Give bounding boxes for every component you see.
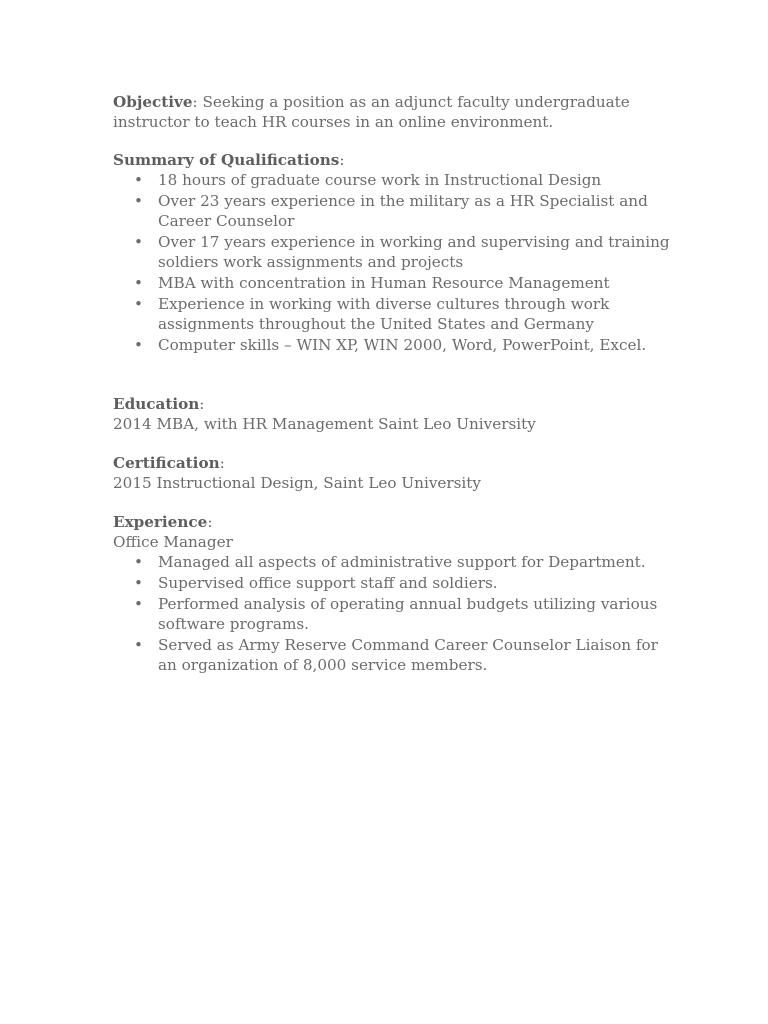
certification-label: Certification — [113, 454, 220, 472]
summary-item: • Over 23 years experience in the military as a HR Specialist and Career Counselor — [158, 191, 673, 231]
objective-label: Objective — [113, 93, 193, 111]
summary-label: Summary of Qualifications — [113, 151, 340, 169]
experience-role: Office Manager — [113, 533, 233, 551]
education-label: Education — [113, 395, 200, 413]
experience-list — [113, 552, 673, 675]
education-colon: : — [199, 395, 205, 413]
experience-item: • Served as Army Reserve Command Career Counselor Liaison for an organization of 8,000 service members. — [158, 635, 673, 675]
summary-item: • MBA with concentration in Human Resource Management — [158, 273, 673, 293]
summary-item: • Over 17 years experience in working and supervising and training soldiers work assignments and projects — [158, 232, 673, 272]
certification-heading — [113, 453, 673, 473]
objective-text: Seeking a position as an adjunct faculty undergraduate instructor to teach HR courses in an online environment. — [113, 93, 630, 131]
summary-item: • 18 hours of graduate course work in Instructional Design — [158, 170, 673, 190]
certification-text: 2015 Instructional Design, Saint Leo University — [113, 474, 481, 492]
objective-colon: : — [192, 93, 198, 111]
experience-item: • Supervised office support staff and soldiers. — [158, 573, 673, 593]
summary-item: • Computer skills – WIN XP, WIN 2000, Word, PowerPoint, Excel. — [158, 335, 673, 355]
education-heading — [113, 394, 673, 414]
summary-heading — [113, 150, 673, 170]
summary-item: • Experience in working with diverse cultures through work assignments throughout the United States and Germany — [158, 294, 673, 334]
summary-section — [113, 150, 673, 355]
summary-colon: : — [339, 151, 345, 169]
summary-list — [113, 170, 673, 355]
certification-section — [113, 453, 673, 493]
experience-heading — [113, 512, 673, 532]
experience-item: • Performed analysis of operating annual budgets utilizing various software programs. — [158, 594, 673, 634]
certification-colon: : — [219, 454, 225, 472]
experience-label: Experience — [113, 513, 208, 531]
experience-colon: : — [207, 513, 213, 531]
experience-section — [113, 512, 673, 675]
resume-document — [113, 92, 673, 676]
education-section — [113, 394, 673, 434]
objective-section — [113, 92, 673, 132]
education-text: 2014 MBA, with HR Management Saint Leo University — [113, 415, 536, 433]
experience-item: • Managed all aspects of administrative support for Department. — [158, 552, 673, 572]
